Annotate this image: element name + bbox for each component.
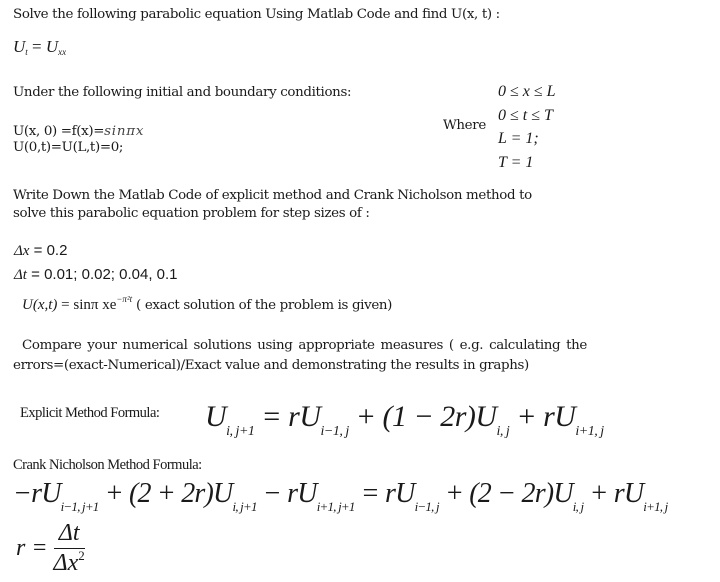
cn-term-4: = rU [354,478,415,509]
domain-L-value: L = 1; [498,130,539,147]
r-lhs: r = [16,535,48,561]
initial-condition-func: sinπx [104,124,145,139]
r-denominator-exp: 2 [78,548,85,563]
problem-instruction: Solve the following parabolic equation Using Matlab Code and find U(x, t) : [13,7,500,22]
cn-term-2-sub: i, j+1 [232,499,257,514]
initial-condition [13,124,144,139]
cn-term-1-sub: i−1, j+1 [60,499,99,514]
dx-step-size [14,242,67,260]
r-definition [16,520,85,577]
r-denominator-wrap [54,549,85,577]
initial-condition-prefix: U(x, 0) =f(x)= [13,124,105,139]
boundary-condition: U(0,t)=U(L,t)=0; [13,140,124,155]
explicit-term-2-sub: i−1, j [320,424,349,439]
explicit-term-1-sub: i, j+1 [226,424,255,439]
where-label: Where [443,118,486,133]
cn-term-6-sub: i+1, j [643,499,668,514]
pde-lhs: U [13,37,26,56]
domain-x-range: 0 ≤ x ≤ L [498,83,556,100]
cn-term-6: + rU [583,478,644,509]
dx-value: = 0.2 [29,242,68,259]
exact-solution-exponent: −π²t [116,294,133,304]
r-fraction [54,520,85,577]
dt-step-sizes [14,266,178,284]
crank-nicholson-label: Crank Nicholson Method Formula: [13,457,202,473]
dt-values: = 0.01; 0.02; 0.04, 0.1 [26,266,178,283]
cn-term-2: + (2 + 2r)U [98,478,233,509]
r-numerator: Δt [54,520,85,549]
exact-solution-rhs: = sinπ xe [57,297,117,313]
cn-term-5-sub: i, j [572,499,584,514]
cn-term-1: −rU [13,478,61,509]
task-line-2: solve this parabolic equation problem for step sizes of : [13,206,370,221]
crank-nicholson-formula [13,478,668,515]
domain-T-value: T = 1 [498,153,534,171]
explicit-term-3-sub: i, j [496,424,510,439]
explicit-method-label: Explicit Method Formula: [20,405,160,421]
dx-label: Δx [14,243,30,259]
r-denominator: Δx [53,550,79,576]
explicit-term-4: + rU [509,400,576,433]
explicit-term-2: = rU [254,400,321,433]
explicit-term-1: U [205,400,227,433]
exact-solution-lhs: U(x,t) [22,297,58,313]
task-line-1: Write Down the Matlab Code of explicit method and Crank Nicholson method to [13,188,532,203]
explicit-method-formula [205,400,604,440]
pde-rhs: U [45,37,59,56]
cn-term-4-sub: i−1, j [414,499,439,514]
cn-term-5: + (2 − 2r)U [438,478,573,509]
compare-paragraph: Compare your numerical solutions using appropriate measures ( e.g. calculating the errors=(exact-Numerical)/Exact value and demonstrating the results in graphs) [13,338,587,373]
explicit-term-3: + (1 − 2r)U [348,400,497,433]
pde-equals: = [32,37,42,56]
pde-lhs-sub: t [25,47,28,57]
domain-definitions [498,80,556,174]
cn-term-3-sub: i+1, j+1 [316,499,355,514]
explicit-term-4-sub: i+1, j [575,424,604,439]
dt-label: Δt [14,267,27,283]
conditions-heading: Under the following initial and boundary conditions: [13,85,352,100]
exact-solution-note: ( exact solution of the problem is given) [132,298,393,313]
exact-solution [22,296,392,314]
domain-t-range: 0 ≤ t ≤ T [498,106,553,124]
cn-term-3: − rU [256,478,317,509]
pde-rhs-sub: xx [58,47,67,57]
pde-equation [13,37,66,57]
